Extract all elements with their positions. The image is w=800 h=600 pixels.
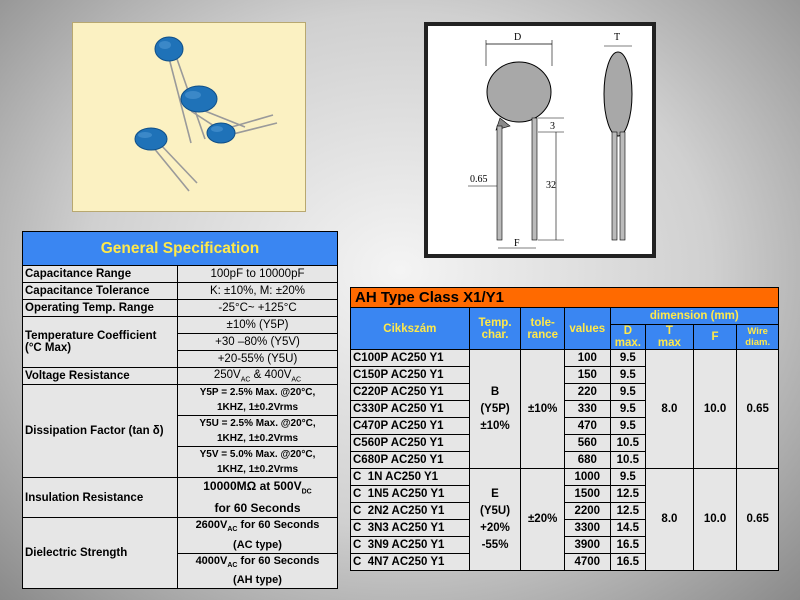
part-d: 12.5	[610, 486, 645, 503]
group2-f: 10.0	[693, 469, 737, 571]
spec-dissipation-label: Dissipation Factor (tan δ)	[23, 385, 178, 478]
part-d: 10.5	[610, 435, 645, 452]
part-d: 10.5	[610, 452, 645, 469]
ah-header-d: D max.	[610, 325, 645, 350]
part-name: C 1N AC250 Y1	[351, 469, 470, 486]
part-d: 9.5	[610, 350, 645, 367]
dim-t-label: T	[614, 32, 621, 43]
spec-dissipation-value: Y5P = 2.5% Max. @20°C, 1KHZ, 1±0.2Vrms	[178, 385, 338, 416]
part-name: C 4N7 AC250 Y1	[351, 554, 470, 571]
spec-temp-range-value: -25°C~ +125°C	[178, 300, 338, 317]
spec-cap-tol-label: Capacitance Tolerance	[23, 283, 178, 300]
part-name: C560P AC250 Y1	[351, 435, 470, 452]
capacitor-photo-image	[73, 23, 305, 211]
part-value: 1000	[564, 469, 610, 486]
group2-wire: 0.65	[737, 469, 779, 571]
spec-temp-coef-label-line1: Temperature Coefficient	[25, 330, 157, 342]
spec-voltage-value: $250V_{AC}$ & $400V_{AC}$	[178, 368, 338, 385]
dim-d-label: D	[514, 32, 522, 43]
spec-dissipation-value: Y5U = 2.5% Max. @20°C, 1KHZ, 1±0.2Vrms	[178, 416, 338, 447]
part-name: C 1N5 AC250 Y1	[351, 486, 470, 503]
spec-cap-range-label: Capacitance Range	[23, 266, 178, 283]
part-name: C680P AC250 Y1	[351, 452, 470, 469]
spec-title: General Specification	[23, 232, 338, 266]
part-d: 9.5	[610, 418, 645, 435]
part-name: C150P AC250 Y1	[351, 367, 470, 384]
ah-header-dimension: dimension (mm)	[610, 308, 778, 325]
ah-header-f: F	[693, 325, 737, 350]
spec-temp-coef-value: +30 –80% (Y5V)	[178, 334, 338, 351]
spec-temp-coef-value: +20-55% (Y5U)	[178, 351, 338, 368]
part-value: 150	[564, 367, 610, 384]
spec-temp-coef-value: ±10% (Y5P)	[178, 317, 338, 334]
part-name: C 3N3 AC250 Y1	[351, 520, 470, 537]
part-value: 330	[564, 401, 610, 418]
group1-f: 10.0	[693, 350, 737, 469]
part-value: 680	[564, 452, 610, 469]
part-value: 2200	[564, 503, 610, 520]
spec-cap-tol-value: K: ±10%, M: ±20%	[178, 283, 338, 300]
spec-dielectric-value: $2600V_{AC}$ for 60 Seconds (AC type)	[178, 518, 338, 553]
part-name: C 3N9 AC250 Y1	[351, 537, 470, 554]
group1-tolerance: ±10%	[521, 350, 565, 469]
spec-cap-range-value: 100pF to 10000pF	[178, 266, 338, 283]
ah-type-table	[350, 287, 779, 571]
spec-insulation-value: 10000MΩ at $500V_{DC}$ for 60 Seconds	[178, 478, 338, 518]
part-value: 3900	[564, 537, 610, 554]
part-value: 100	[564, 350, 610, 367]
ah-header-values: values	[564, 308, 610, 350]
part-value: 470	[564, 418, 610, 435]
group1-wire: 0.65	[737, 350, 779, 469]
part-name: C 2N2 AC250 Y1	[351, 503, 470, 520]
group2-char: E (Y5U) +20% -55%	[469, 469, 521, 571]
dim-065-label: 0.65	[470, 174, 488, 185]
part-d: 9.5	[610, 401, 645, 418]
group2-t: 8.0	[646, 469, 694, 571]
dim-f-label: F	[514, 238, 520, 249]
ah-header-t: T max	[646, 325, 694, 350]
ah-title: AH Type Class X1/Y1	[351, 288, 779, 308]
spec-temp-range-label: Operating Temp. Range	[23, 300, 178, 317]
part-value: 3300	[564, 520, 610, 537]
part-value: 4700	[564, 554, 610, 571]
part-d: 9.5	[610, 469, 645, 486]
general-specification-table	[22, 231, 338, 589]
group1-t: 8.0	[646, 350, 694, 469]
part-d: 16.5	[610, 537, 645, 554]
part-name: C330P AC250 Y1	[351, 401, 470, 418]
spec-temp-coef-label	[23, 317, 178, 368]
dimension-drawing	[424, 22, 656, 258]
dim-32-label: 32	[546, 180, 556, 191]
ah-header-cikkszam: Cikkszám	[351, 308, 470, 350]
spec-temp-coef-label-line2: (°C Max)	[25, 342, 72, 354]
part-name: C100P AC250 Y1	[351, 350, 470, 367]
ah-header-wire: Wire diam.	[737, 325, 779, 350]
part-value: 560	[564, 435, 610, 452]
spec-dielectric-label: Dielectric Strength	[23, 518, 178, 588]
part-d: 16.5	[610, 554, 645, 571]
ah-header-tolerance: tole- rance	[521, 308, 565, 350]
part-d: 12.5	[610, 503, 645, 520]
part-d: 9.5	[610, 384, 645, 401]
group2-tolerance: ±20%	[521, 469, 565, 571]
table-row	[351, 350, 779, 367]
capacitor-photo	[72, 22, 306, 212]
part-d: 14.5	[610, 520, 645, 537]
group1-char: B (Y5P) ±10%	[469, 350, 521, 469]
part-value: 220	[564, 384, 610, 401]
spec-voltage-label: Voltage Resistance	[23, 368, 178, 385]
part-value: 1500	[564, 486, 610, 503]
ah-header-temp: Temp. char.	[469, 308, 521, 350]
part-name: C470P AC250 Y1	[351, 418, 470, 435]
table-row	[351, 469, 779, 486]
spec-dielectric-value: $4000V_{AC}$ for 60 Seconds (AH type)	[178, 553, 338, 588]
spec-insulation-label: Insulation Resistance	[23, 478, 178, 518]
part-name: C220P AC250 Y1	[351, 384, 470, 401]
part-d: 9.5	[610, 367, 645, 384]
spec-dissipation-value: Y5V = 5.0% Max. @20°C, 1KHZ, 1±0.2Vrms	[178, 447, 338, 478]
dim-3-label: 3	[550, 121, 555, 132]
